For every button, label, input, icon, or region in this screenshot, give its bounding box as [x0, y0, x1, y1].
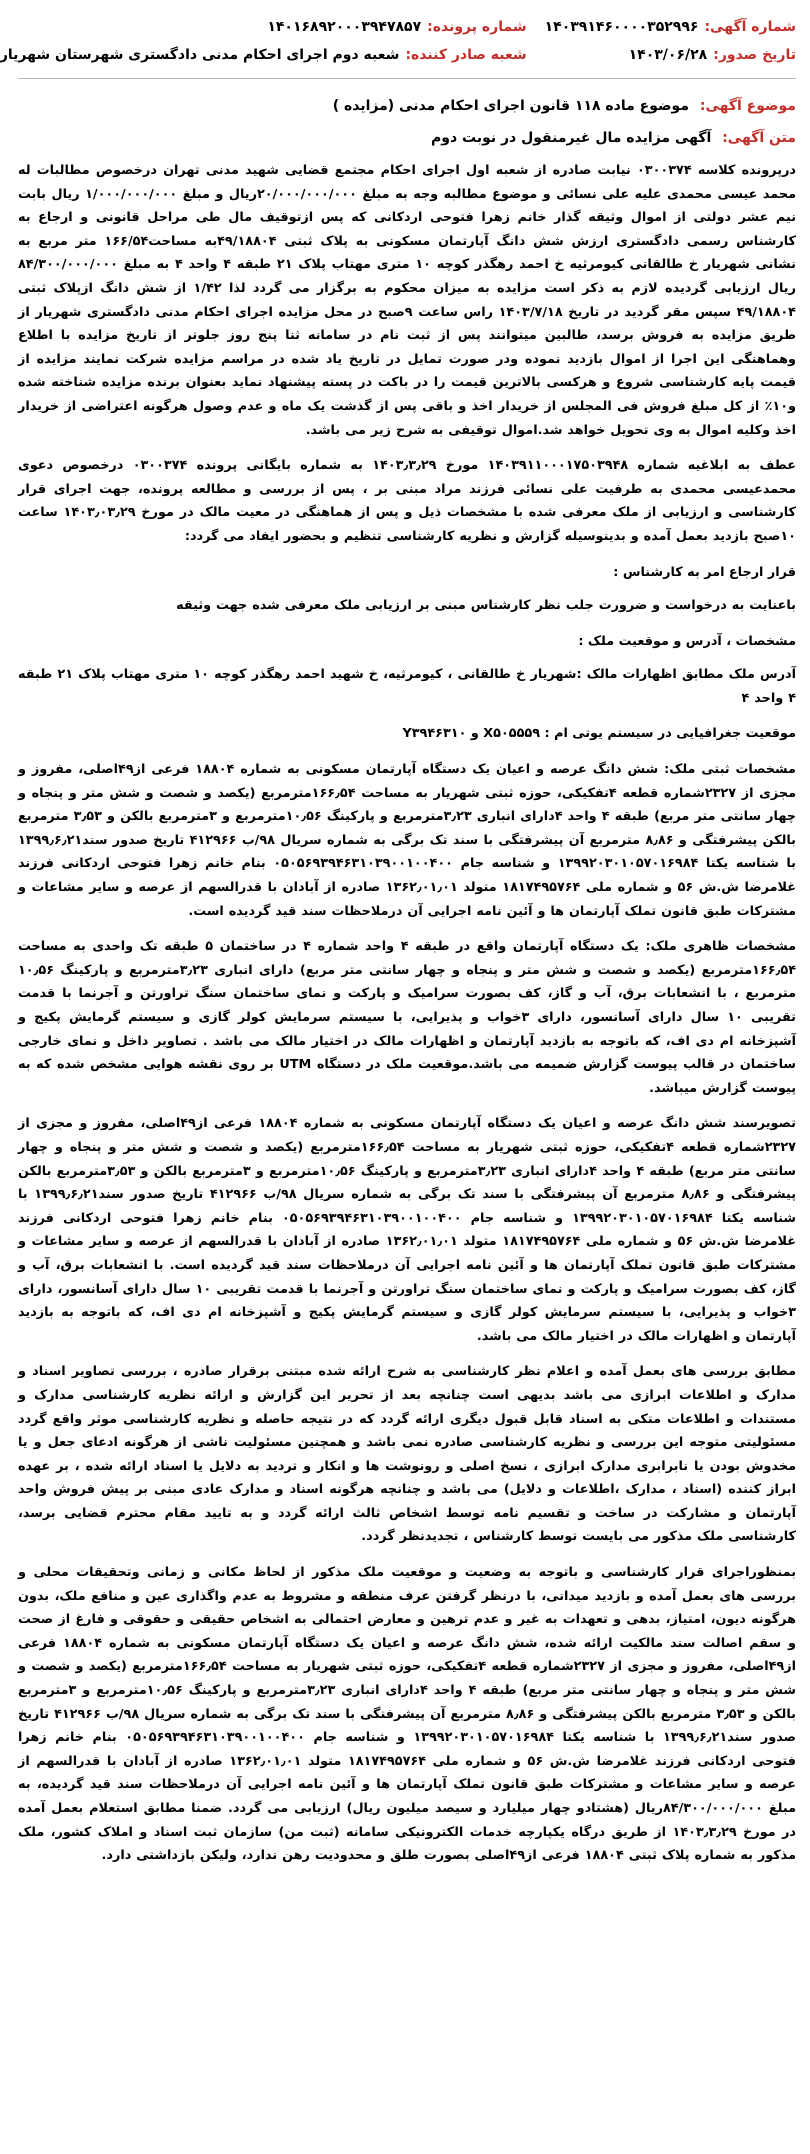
order-heading: قرار ارجاع امر به کارشناس : [613, 564, 796, 580]
geo-x: X۵۰۵۵۵۹ [483, 726, 541, 742]
ad-number-value: ۱۴۰۳۹۱۴۶۰۰۰۰۳۵۲۹۹۶ [544, 19, 699, 35]
valuation-paragraph: بمنظوراجرای قرار کارشناسی و باتوجه به وضعیت و موقعیت ملک مذکور از لحاظ مکانی و زمانی وتحقیقات محلی و بررسی های بعمل آمده و بازدید میدانی، با درنظر گرفتن عرف منطقه و مشروط به عدم واگذاری عین و منافع ملک، بدون هرگونه دیون، امتیاز، بدهی و تعهدات به غیر و عدم ترهین و معارض احتمالی به اشخاص حقیقی و حقوقی و فارغ از صحت و سقم اصالت سند مالکیت ارائه شده، شش دانگ عرصه و اعیان یک دستگاه آپارتمان مسکونی به شماره ۱۸۸۰۴ فرعی از۴۹اصلی، مفروز و مجزی از ۲۳۲۷شماره قطعه ۴تفکیکی، حوزه ثبتی شهریار به مساحت ۱۶۶٫۵۴مترمربع (یکصد و شصت و شش متر و پنجاه و چهار سانتی متر مربع) طبقه ۴ واحد ۴دارای انباری ۳٫۲۳مترمربع و پارکینگ ۱۰٫۵۶مترمربع و ۳مترمربع بالکن و ۳٫۵۳ مترمربع بالکن پیشرفتگی و ۸٫۸۶ مترمربع آن پیشرفتگی با سند تک برگی به شماره سریال ۹۸/ب ۴۱۲۹۶۶ تاریخ صدور سند۱۳۹۹٫۶٫۲۱ با شناسه یکتا ۱۳۹۹۲۰۳۰۱۰۵۷۰۱۶۹۸۴ و شناسه جام ۰۵۰۵۶۹۳۹۴۶۳۱۰۳۹۰۰۱۰۰۴۰۰ بنام خانم زهرا فتوحی اردکانی فرزند غلامرضا ش.ش ۵۶ و شماره ملی ۱۸۱۷۴۹۵۷۶۴ متولد ۱۳۶۲٫۰۱٫۰۱ صادره از آبادان با قدرالسهم از عرصه و سایر مشاعات و مشترکات طبق قانون تملک آپارتمان ها و آئین نامه اجرایی آن درملاحظات سند قید گردیده، به مبلغ ۸۴/۳۰۰/۰۰۰/۰۰۰ریال (هشتادو چهار میلیارد و سیصد میلیون ریال) ارزیابی می گردد. ضمنا مطابق استعلام بعمل آمده در مورخ ۱۴۰۳٫۳٫۲۹ از طریق درگاه یکپارچه خدمات الکترونیکی سامانه (ثبت من) سازمان ثبت اسناد و املاک کشور، ملک مذکور به شماره پلاک ثبتی ۱۸۸۰۴ فرعی از۴۹اصلی بصورت طلق و محدودیت رهن ندارد، ولیکن بازداشتی دارد. [18, 1565, 796, 1864]
visual-specs-text-1: مشخصات ظاهری ملک: یک دستگاه آپارتمان واقع در طبقه ۴ واحد شماره ۴ در ساختمان ۵ طبقه تک واحدی به مساحت ۱۶۶٫۵۴مترمربع (یکصد و شصت و شش متر و پنجاه و چهار سانتی متر مربع) دارای انباری ۳٫۲۳مترمربع و پارکینگ ۱۰٫۵۶ مترمربع ، با انشعابات برق، آب و گاز، کف بصورت سرامیک و پارکت و نمای ساختمان سنگ تراورتن و آجرنما با قدمت تقریبی ۱۰ سال دارای آسانسور، دارای ۳خواب و پذیرایی، با سیستم سرمایش کولر گازی و سیستم گرمایش پکیج و آشپزخانه ام دی اف، که باتوجه به بازدید آپارتمان و اظهارات مالک در اختیار مالک می باشد . تصاویر داخل و نمای خارجی ساختمان در قالب پیوست گزارش ضمیمه می باشد.موقعیت ملک در دستگاه [18, 939, 797, 1073]
notification-paragraph: عطف به ابلاغیه شماره ۱۴۰۳۹۱۱۰۰۰۱۷۵۰۳۹۴۸ مورخ ۱۴۰۳٫۳٫۲۹ به شماره بایگانی پرونده ۰۳۰۰۳۷۴ درخصوص دعوی محمدعیسی محمدی به طرفیت علی نسائی فرزند مراد مبنی بر ، پس از بررسی و مطالعه پرونده، جهت اجرای قرار کارشناسی و ارزیابی از ملک معرفی شده با مشخصات ذیل و پس از هماهنگی در معیت مالک در مورخ ۱۴۰۳٫۰۳٫۲۹ ساعت ۱۰صبح بازدید بعمل آمده و بدینوسیله گزارش و نظریه کارشناسی تنظیم و بحضور ایفاد می گردد: [18, 458, 796, 544]
case-number-field [0, 16, 527, 38]
subject-value: موضوع ماده ۱۱۸ قانون اجرای احکام مدنی (مزایده ) [332, 98, 689, 114]
body-intro-label: متن آگهی: [722, 130, 796, 146]
visual-specs-text-2: بر روی نقشه هوایی مشخص شده که به پیوست گزارش میباشد. [18, 1057, 796, 1096]
address-paragraph: آدرس ملک مطابق اظهارات مالک :شهریار خ طالقانی ، کیومرثیه، خ شهید احمد رهگذر کوچه ۱۰ متری مهتاب پلاک ۲۱ طبقه ۴ واحد ۴ [18, 667, 797, 706]
ad-number-field [545, 16, 796, 38]
geo-and: و [470, 726, 479, 742]
ad-number-label: شماره آگهی: [704, 19, 796, 35]
issue-date-label: تاریخ صدور: [713, 47, 796, 63]
deed-image-paragraph: تصویرسند شش دانگ عرصه و اعیان یک دستگاه آپارتمان مسکونی به شماره ۱۸۸۰۴ فرعی از۴۹اصلی، مفروز و مجزی از ۲۳۲۷شماره قطعه ۴تفکیکی، حوزه ثبتی شهریار به مساحت ۱۶۶٫۵۴مترمربع (یکصد و شصت و شش متر و پنجاه و چهار سانتی متر مربع) طبقه ۴ واحد ۴دارای انباری ۳٫۲۳مترمربع و پارکینگ ۱۰٫۵۶مترمربع و ۳مترمربع بالکن و ۳٫۵۳مترمربع بالکن پیشرفتگی و ۸٫۸۶ مترمربع آن پیشرفتگی با سند تک برگی به شماره سریال ۹۸/ب ۴۱۲۹۶۶ تاریخ صدور سند۱۳۹۹٫۶٫۲۱ با شناسه یکتا ۱۳۹۹۲۰۳۰۱۰۵۷۰۱۶۹۸۴ و شناسه جام ۰۵۰۵۶۹۳۹۴۶۳۱۰۳۹۰۰۱۰۰۴۰۰ بنام خانم زهرا فتوحی اردکانی فرزند غلامرضا ش.ش ۵۶ و شماره ملی ۱۸۱۷۴۹۵۷۶۴ متولد ۱۳۶۲٫۰۱٫۰۱ صادره از آبادان با قدرالسهم از عرصه و سایر مشاعات و مشترکات طبق قانون تملک آپارتمان ها و آئین نامه اجرایی آن درملاحظات سند قید گردیده است. با انشعابات برق، آب و گاز، کف بصورت سرامیک و پارکت و نمای ساختمان سنگ تراورتن و آجرنما با قدمت تقریبی ۱۰ سال دارای آسانسور، دارای ۳خواب و پذیرایی، با سیستم سرمایش کولر گازی و سیستم گرمایش پکیج و آشپزخانه ام دی اف، که باتوجه به بازدید آپارتمان و اظهارات مالک در اختیار مالک می باشد. [18, 1116, 797, 1344]
geo-y: Y۳۹۴۶۳۱۰ [402, 726, 467, 742]
auction-paragraph: درپرونده کلاسه ۰۳۰۰۳۷۴ نیابت صادره از شعبه اول اجرای احکام مجتمع قضایی شهید مدنی تهران درخصوص مطالبات له محمد عیسی محمدی علیه علی نسائی و موضوع مطالبه وجه به مبلغ ۲۰/۰۰۰/۰۰۰/۰۰۰ریال و مبلغ ۱/۰۰۰/۰۰۰/۰۰۰ ریال بابت نیم عشر دولتی از اموال وثیقه گذار خانم زهرا فتوحی اردکانی که پس ازتوقیف مال طی مراحل قانونی و ارجاع به کارشناس رسمی دادگستری ارزش شش دانگ آپارتمان مسکونی به پلاک ثبتی ۴۹/۱۸۸۰۴به مساحت۱۶۶/۵۴ متر مربع به نشانی شهریار خ طالقانی کیومرثیه خ احمد رهگذر کوچه ۱۰ متری مهتاب پلاک ۲۱ طبقه ۴ واحد ۴ به مبلغ ۸۴/۳۰۰/۰۰۰/۰۰۰ ریال ارزیابی گردیده لازم به ذکر است مزایده به میزان محکوم به برگزار می گردد لذا ۱/۴۲ از شش دانگ ازپلاک ثبتی ۴۹/۱۸۸۰۴ سپس مقر گردید در تاریخ ۱۴۰۳/۷/۱۸ راس ساعت ۹صبح در محل مزایده اجرای احکام مدنی دادگستری شهریار از طریق مزایده به فروش برسد، طالبین میتوانند پس از ثبت نام در سامانه ثنا پنج روز جلوتر از تاریخ مزایده با اطلاع وهماهنگی این اجرا از اموال بازدید نموده ودر صورت تمایل در تاریخ یاد شده در مراسم مزایده شرکت نمایند مزایده از قیمت پایه کارشناسی شروع و هرکسی بالاترین قیمت را در باکت در پسته پیشنهاد نماید بعنوان برنده مزایده شناخته شده و۱۰٪ از کل مبلغ فروش فی المجلس از خریدار اخذ و باقی پس از گذشت یک ماه و عدم وصول هرگونه اعتراضی از خریدار اخذ وکلیه اموال به وی تحویل خواهد شد.اموال توقیفی به شرح زیر می باشد. [18, 163, 797, 438]
body-intro-value: آگهی مزایده مال غیرمنقول در نوبت دوم [430, 130, 712, 146]
liability-paragraph: مطابق بررسی های بعمل آمده و اعلام نظر کارشناسی به شرح ارائه شده مبتنی برقرار صادره ، بررسی تصاویر اسناد و مدارک و اطلاعات ابرازی می باشد بدیهی است چنانچه بعد از تحریر این گزارش و ارائه نظریه کارشناسی مدارک و مستندات و اطلاعات متکی به اسناد قابل قبول دیگری ارائه گردد که در نتیجه حاصله و نظریه کارشناسی موثر واقع گردد مسئولیتی متوجه این بررسی و نظریه کارشناسی صادره نمی باشد و همچنین مسئولیت ناشی از هرگونه ادعای جعل و یا مخدوش بودن یا نابرابری مدارک ابرازی ، نسخ اصلی و رونوشت ها و انکار و تردید به دلایل یا اسناد ارائه شده ، بر عهده ابراز کننده (اسناد ، مدارک ،اطلاعات و دلایل) می باشد و چنانچه هرگونه اسناد و مدارک عادی مبنی بر پیش فروش واحد آپارتمان و مشارکت در ساخت و تقسیم نامه توسط اشخاص ثالث ارائه گردد و به تایید مقام محترم قضایی برسد، کارشناسی ملک مذکور می بایست توسط کارشناس ، تجدیدنظر گردد. [18, 1364, 796, 1545]
order-paragraph: باعنایت به درخواست و ضرورت جلب نظر کارشناس مبنی بر ارزیابی ملک معرفی شده جهت وثیقه [176, 598, 796, 614]
case-number-value: ۱۴۰۱۶۸۹۲۰۰۰۳۹۴۷۸۵۷ [267, 19, 422, 35]
geo-label: موقعیت جغرافیایی در سیستم یوتی ام : [544, 726, 796, 742]
subject-label: موضوع آگهی: [699, 98, 796, 114]
deed-specs-paragraph: مشخصات ثبتی ملک: شش دانگ عرصه و اعیان یک دستگاه آپارتمان مسکونی به شماره ۱۸۸۰۴ فرعی از۴۹اصلی، مفروز و مجزی از ۲۳۲۷شماره قطعه ۴تفکیکی، حوزه ثبتی شهریار به مساحت ۱۶۶٫۵۴مترمربع (یکصد و شصت و شش متر و پنجاه و چهار سانتی متر مربع) طبقه ۴ واحد ۴دارای انباری ۳٫۲۳مترمربع و پارکینگ ۱۰٫۵۶مترمربع و ۳مترمربع بالکن و ۳٫۵۳ مترمربع بالکن پیشرفتگی و ۸٫۸۶ مترمربع آن پیشرفتگی با سند تک برگی به شماره سریال ۹۸/ب ۴۱۲۹۶۶ تاریخ صدور سند۱۳۹۹٫۶٫۲۱ با شناسه یکتا ۱۳۹۹۲۰۳۰۱۰۵۷۰۱۶۹۸۴ و شناسه جام ۰۵۰۵۶۹۳۹۴۶۳۱۰۳۹۰۰۱۰۰۴۰۰ بنام خانم زهرا فتوحی اردکانی فرزند غلامرضا ش.ش ۵۶ و شماره ملی ۱۸۱۷۴۹۵۷۶۴ متولد ۱۳۶۲٫۰۱٫۰۱ صادره از آبادان با قدرالسهم از عرصه و سایر مشاعات و مشترکات طبق قانون تملک آپارتمان ها و آئین نامه اجرایی آن درملاحظات سند قید گردیده است. [18, 762, 797, 919]
notice-header [0, 16, 796, 66]
case-number-label: شماره پرونده: [427, 19, 527, 35]
subject-line [18, 95, 796, 117]
visual-specs-paragraph [18, 935, 796, 1100]
issuer-label: شعبه صادر کننده: [405, 47, 527, 63]
body-intro-line [18, 127, 796, 149]
geo-location-line [18, 722, 796, 746]
issuer-value: شعبه دوم اجرای احکام مدنی دادگستری شهرستان شهریار [0, 47, 400, 63]
issuer-field [0, 44, 527, 66]
issue-date-field [545, 44, 796, 66]
issue-date-value: ۱۴۰۳/۰۶/۲۸ [628, 47, 708, 63]
header-divider [18, 78, 796, 79]
visual-specs-utm: UTM [279, 1057, 312, 1073]
address-heading: مشخصات ، آدرس و موقعیت ملک : [578, 633, 796, 649]
